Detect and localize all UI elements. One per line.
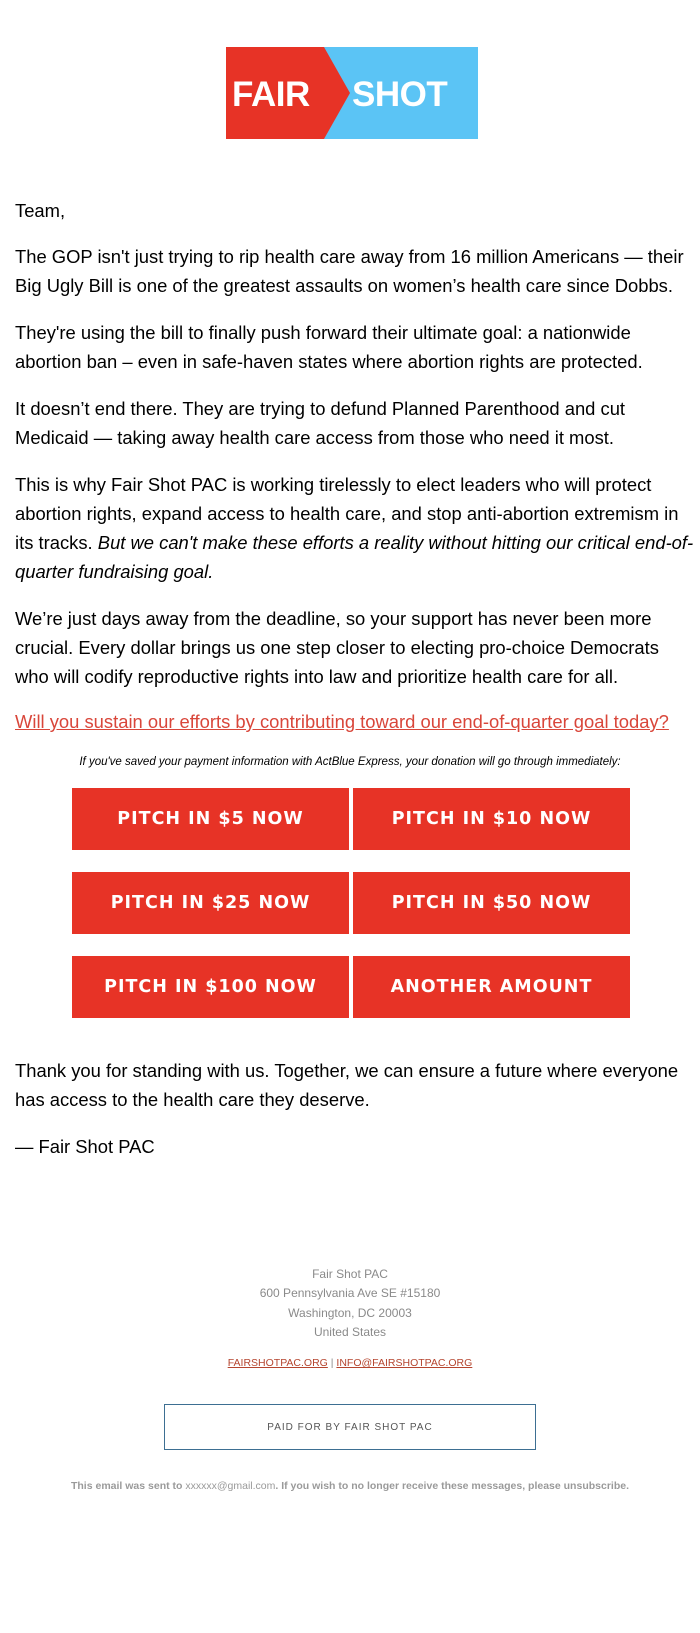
signoff: — Fair Shot PAC [15,1136,155,1157]
logo-graphic [226,47,478,139]
donate-10-button[interactable]: PITCH IN $10 NOW [353,788,630,850]
paragraph-3: It doesn’t end there. They are trying to defund Planned Parenthood and cut Medicaid — taking away health care access from those who need it most. [15,398,626,448]
actblue-express-note: If you've saved your payment information with ActBlue Express, your donation will go through immediately: [79,756,621,768]
donate-5-button[interactable]: PITCH IN $5 NOW [72,788,349,850]
footer-address [0,1265,700,1343]
paragraph-4 [15,470,695,586]
contribute-cta-link[interactable]: Will you sustain our efforts by contributing toward our end-of-quarter goal today? [15,711,669,732]
donate-other-amount-button[interactable]: ANOTHER AMOUNT [353,956,630,1018]
footer-country: United States [313,1325,387,1340]
unsubscribe-notice [0,1480,700,1492]
footer-link-separator: | [330,1357,334,1369]
footer-org-name: Fair Shot PAC [312,1267,388,1281]
donate-100-button[interactable]: PITCH IN $100 NOW [72,956,349,1018]
fair-shot-logo[interactable] [226,47,478,139]
donate-50-button[interactable]: PITCH IN $50 NOW [353,872,630,934]
recipient-email: xxxxxx@gmail.com [185,1480,276,1492]
logo-left-word: FAIR [232,75,310,114]
paragraph-4-italic: But we can't make these efforts a reality without hitting our critical end-of-quarter fundraising goal. [15,532,694,582]
contact-email-link[interactable]: INFO@FAIRSHOTPAC.ORG [336,1357,473,1369]
footer-links [0,1357,700,1369]
paragraph-4-plain: This is why Fair Shot PAC is working tirelessly to elect leaders who will protect abortion rights, expand access to health care, and stop anti-abortion extremism in its tracks. [15,474,679,553]
footer-street: 600 Pennsylvania Ave SE #15180 [259,1286,441,1301]
unsubscribe-prefix: This email was sent to [70,1480,183,1492]
logo-right-word: SHOT [352,75,448,114]
footer-city: Washington, DC 20003 [288,1305,412,1320]
paragraph-5: We’re just days away from the deadline, so your support has never been more crucial. Every dollar brings us one step closer to electing pro-choice Democrats who will codify reproductive rights into law and prioritize health care for all. [15,608,659,687]
unsubscribe-suffix[interactable]: . If you wish to no longer receive these messages, please unsubscribe. [275,1480,629,1492]
website-link[interactable]: FAIRSHOTPAC.ORG [227,1357,328,1369]
donate-25-button[interactable]: PITCH IN $25 NOW [72,872,349,934]
paragraph-1: The GOP isn't just trying to rip health care away from 16 million Americans — their Big Ugly Bill is one of the greatest assaults on women’s health care since Dobbs. [15,246,684,296]
paid-for-disclaimer: PAID FOR BY FAIR SHOT PAC [164,1404,536,1450]
closing-paragraph: Thank you for standing with us. Together, we can ensure a future where everyone has access to the health care they deserve. [15,1060,679,1110]
paragraph-2: They're using the bill to finally push forward their ultimate goal: a nationwide abortion ban – even in safe-haven states where abortion rights are protected. [15,322,643,372]
greeting: Team, [15,200,66,221]
